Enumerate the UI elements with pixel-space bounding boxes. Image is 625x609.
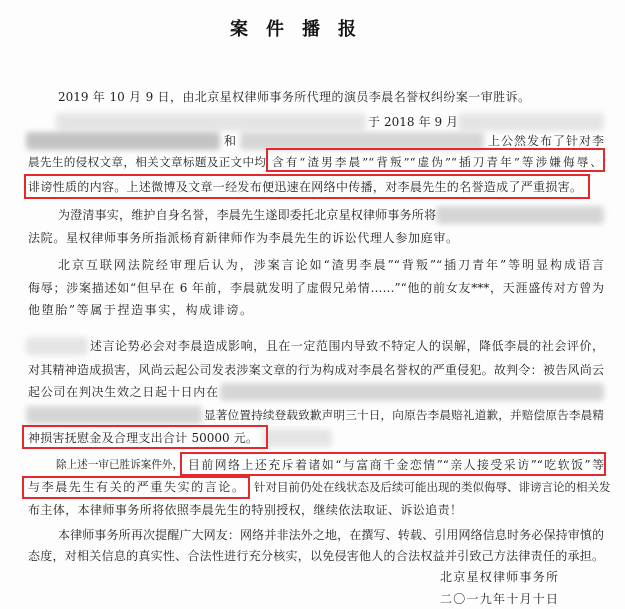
paragraph-line: 含有“渣男李晨”“背叛”“虚伪”“插刀青年”等涉嫌侮辱、: [272, 155, 602, 169]
redaction-blur: [220, 383, 604, 401]
paragraph-line: 起公司在判决生效之日起十日内在: [28, 385, 218, 399]
paragraph-line: 为澄清事实，维护自身名誉，李晨先生遂即委托北京星权律师事务所将: [58, 208, 436, 222]
paragraph-line: 除上述一审已胜诉案件外，: [56, 459, 184, 471]
signature-date: 二〇一九年十月十日: [440, 592, 558, 606]
red-highlight-box: [22, 476, 250, 499]
paragraph-line: 布主体，本律师事务所将依照李晨先生的特别授权，继续依法取证、诉讼追责！: [28, 503, 462, 517]
paragraph-line: 目前网络上还充斥着诸如“与富商千金恋情”“亲人接受采访”“吃软饭”等: [188, 458, 604, 472]
paragraph-line: 上公然发布了针对李: [488, 134, 604, 148]
redaction-blur: [26, 337, 88, 355]
paragraph-line: 他堕胎”等属于捏造事实，构成诽谤。: [28, 303, 252, 317]
red-highlight-box: [180, 452, 606, 476]
paragraph-line: 于 2018 年 9 月: [368, 115, 458, 129]
paragraph-line: 本律师事务所再次提醒广大网友：网络并非法外之地，在撰写、转载、引用网络信息时务必保持审慎的: [58, 528, 604, 542]
redaction-blur: [56, 113, 366, 131]
signature-firm: 北京星权律师事务所: [440, 570, 558, 584]
paragraph-line: 态度，对相关信息的真实性、合法性进行充分核实，以免侵害他人的合法权益并引致己方法律责任的承担。: [28, 549, 604, 563]
redaction-blur: [436, 206, 604, 224]
paragraph-line: 显著位置持续登载致歉声明三十日，向原告李晨赔礼道歉，并赔偿原告李晨精: [204, 408, 604, 422]
paragraph-line: 和: [224, 134, 237, 148]
paragraph-line: 2019 年 10 月 9 日，由北京星权律师事务所代理的演员李晨名誉权纠纷案一审胜诉。: [58, 90, 530, 104]
red-highlight-box: [24, 174, 590, 199]
redaction-blur: [262, 429, 332, 447]
red-highlight-box: [22, 425, 268, 449]
paragraph-line: 晨先生的侵权文章，相关文章标题及正文中均: [28, 155, 266, 169]
redaction-blur: [26, 132, 220, 150]
redaction-blur: [458, 113, 604, 131]
paragraph-line: 法院。星权律师事务所指派杨育新律师作为李晨先生的诉讼代理人参加庭审。: [28, 231, 458, 245]
paragraph-line: 与李晨先生有关的严重失实的言论。: [28, 480, 244, 494]
paragraph-line: 北京互联网法院经审理后认为，涉案言论如“渣男李晨”“背叛”“插刀青年”等明显构成语言: [58, 258, 604, 272]
paragraph-line: 述言论势必会对李晨造成影响，且在一定范围内导致不特定人的误解，降低李晨的社会评价，: [90, 339, 604, 353]
red-highlight-box: [266, 148, 605, 172]
document-title: 案 件 播 报: [230, 19, 356, 40]
paragraph-line: 对其精神造成损害，风尚云起公司发表涉案文章的行为构成对李晨名誉权的严重侵犯。故判令：被告风尚云: [28, 363, 604, 377]
paragraph-line: 神损害抚慰金及合理支出合计 50000 元。: [28, 431, 258, 445]
paragraph-line: 侮辱；涉案描述如“但早在 6 年前，李晨就发明了虚假兄弟情……”“他的前女友***，天涯盛传对方曾为: [28, 281, 604, 295]
paragraph-line: 诽谤性质的内容。上述微博及文章一经发布便迅速在网络中传播，对李晨先生的名誉造成了严重损害。: [28, 180, 582, 194]
redaction-blur: [26, 406, 202, 424]
paragraph-line: 针对目前仍处在线状态及后续可能出现的类似侮辱、诽谤言论的相关发: [254, 480, 611, 494]
